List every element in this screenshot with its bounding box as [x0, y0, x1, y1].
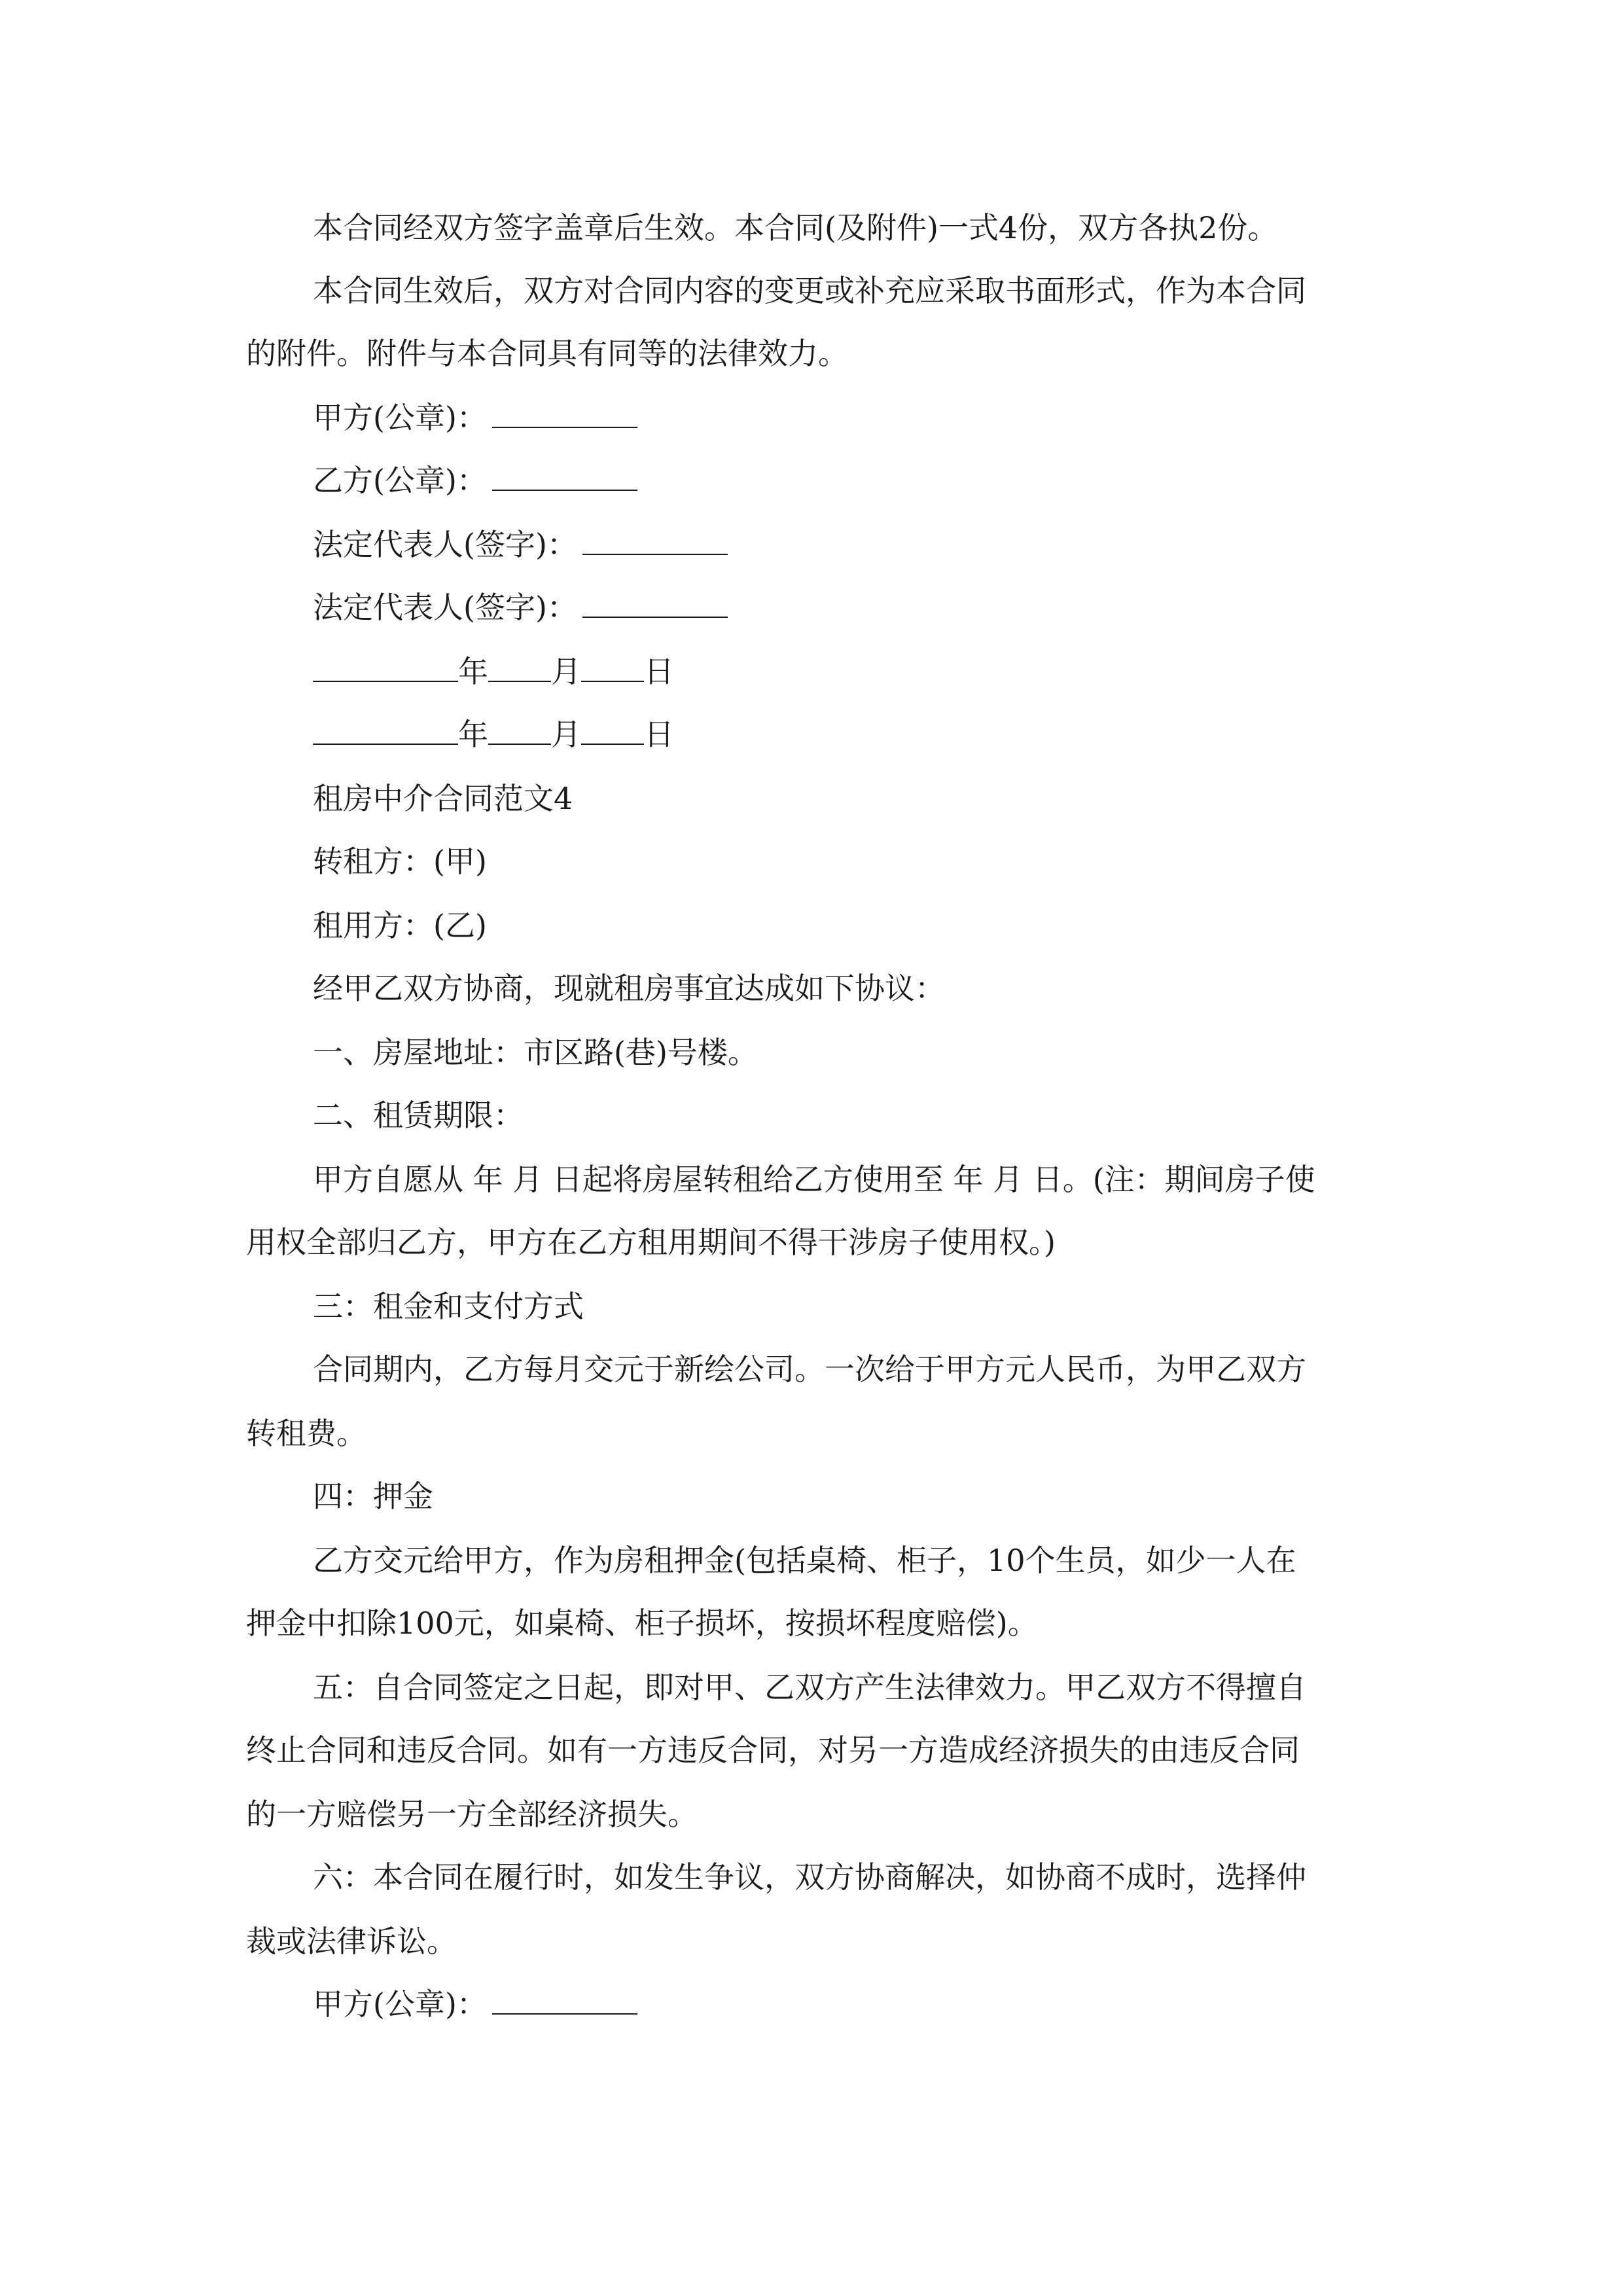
clause-5: 五：自合同签定之日起，即对甲、乙双方产生法律效力。甲乙双方不得擅自 — [313, 1670, 1306, 1705]
legal-rep-line-1: 法定代表人(签字)： — [313, 525, 1452, 564]
paragraph-amendment-cont: 的附件。附件与本合同具有同等的法律效力。 — [246, 336, 848, 371]
clause-1: 一、房屋地址：市区路(巷)号楼。 — [313, 1035, 758, 1070]
date-line-1: 年 月 日 — [313, 652, 1452, 691]
signature-blank — [582, 590, 728, 618]
clause-2-heading: 二、租赁期限： — [313, 1098, 524, 1133]
clause-5-cont-2: 的一方赔偿另一方全部经济损失。 — [246, 1797, 698, 1832]
intro-line: 经甲乙双方协商，现就租房事宜达成如下协议： — [313, 971, 945, 1006]
date-line-2: 年 月 日 — [313, 715, 1452, 754]
lessee-line: 租用方：(乙) — [313, 908, 487, 943]
clause-4-body: 乙方交元给甲方，作为房租押金(包括桌椅、柜子，10个生员，如少一人在 — [313, 1543, 1296, 1578]
party-a-seal-line: 甲方(公章)： — [313, 398, 1452, 437]
clause-6: 六：本合同在履行时，如发生争议，双方协商解决，如协商不成时，选择仲 — [313, 1859, 1306, 1895]
contract-title: 租房中介合同范文4 — [313, 781, 573, 816]
year-blank — [313, 655, 458, 682]
day-blank — [581, 717, 644, 745]
clause-2-body-cont: 用权全部归乙方，甲方在乙方租用期间不得干涉房子使用权。) — [246, 1225, 1056, 1260]
signature-blank — [582, 528, 728, 555]
paragraph-amendment: 本合同生效后，双方对合同内容的变更或补充应采取书面形式，作为本合同 — [313, 273, 1306, 308]
legal-rep-line-2: 法定代表人(签字)： — [313, 588, 1452, 627]
month-blank — [488, 717, 551, 745]
day-blank — [581, 655, 644, 682]
party-b-seal-line: 乙方(公章)： — [313, 461, 1452, 500]
clause-3-body-cont: 转租费。 — [246, 1416, 366, 1451]
year-blank — [313, 717, 458, 745]
clause-3-heading: 三：租金和支付方式 — [313, 1289, 584, 1324]
party-a-seal-line-2: 甲方(公章)： — [313, 1984, 1452, 2024]
signature-blank — [492, 401, 637, 428]
clause-3-body: 合同期内，乙方每月交元于新绘公司。一次给于甲方元人民币，为甲乙双方 — [313, 1352, 1306, 1387]
paragraph-effectiveness: 本合同经双方签字盖章后生效。本合同(及附件)一式4份，双方各执2份。 — [313, 210, 1278, 245]
sublessor-line: 转租方：(甲) — [313, 844, 487, 879]
signature-blank — [492, 463, 637, 491]
clause-6-cont: 裁或法律诉讼。 — [246, 1924, 457, 1959]
clause-5-cont: 终止合同和违反合同。如有一方违反合同，对另一方造成经济损失的由违反合同 — [246, 1732, 1300, 1768]
clause-4-body-cont: 押金中扣除100元，如桌椅、柜子损坏，按损坏程度赔偿)。 — [246, 1605, 1038, 1641]
month-blank — [488, 655, 551, 682]
clause-2-body: 甲方自愿从 年 月 日起将房屋转租给乙方使用至 年 月 日。(注：期间房子使 — [313, 1162, 1315, 1197]
signature-blank — [492, 1987, 637, 2015]
clause-4-heading: 四：押金 — [313, 1479, 433, 1514]
